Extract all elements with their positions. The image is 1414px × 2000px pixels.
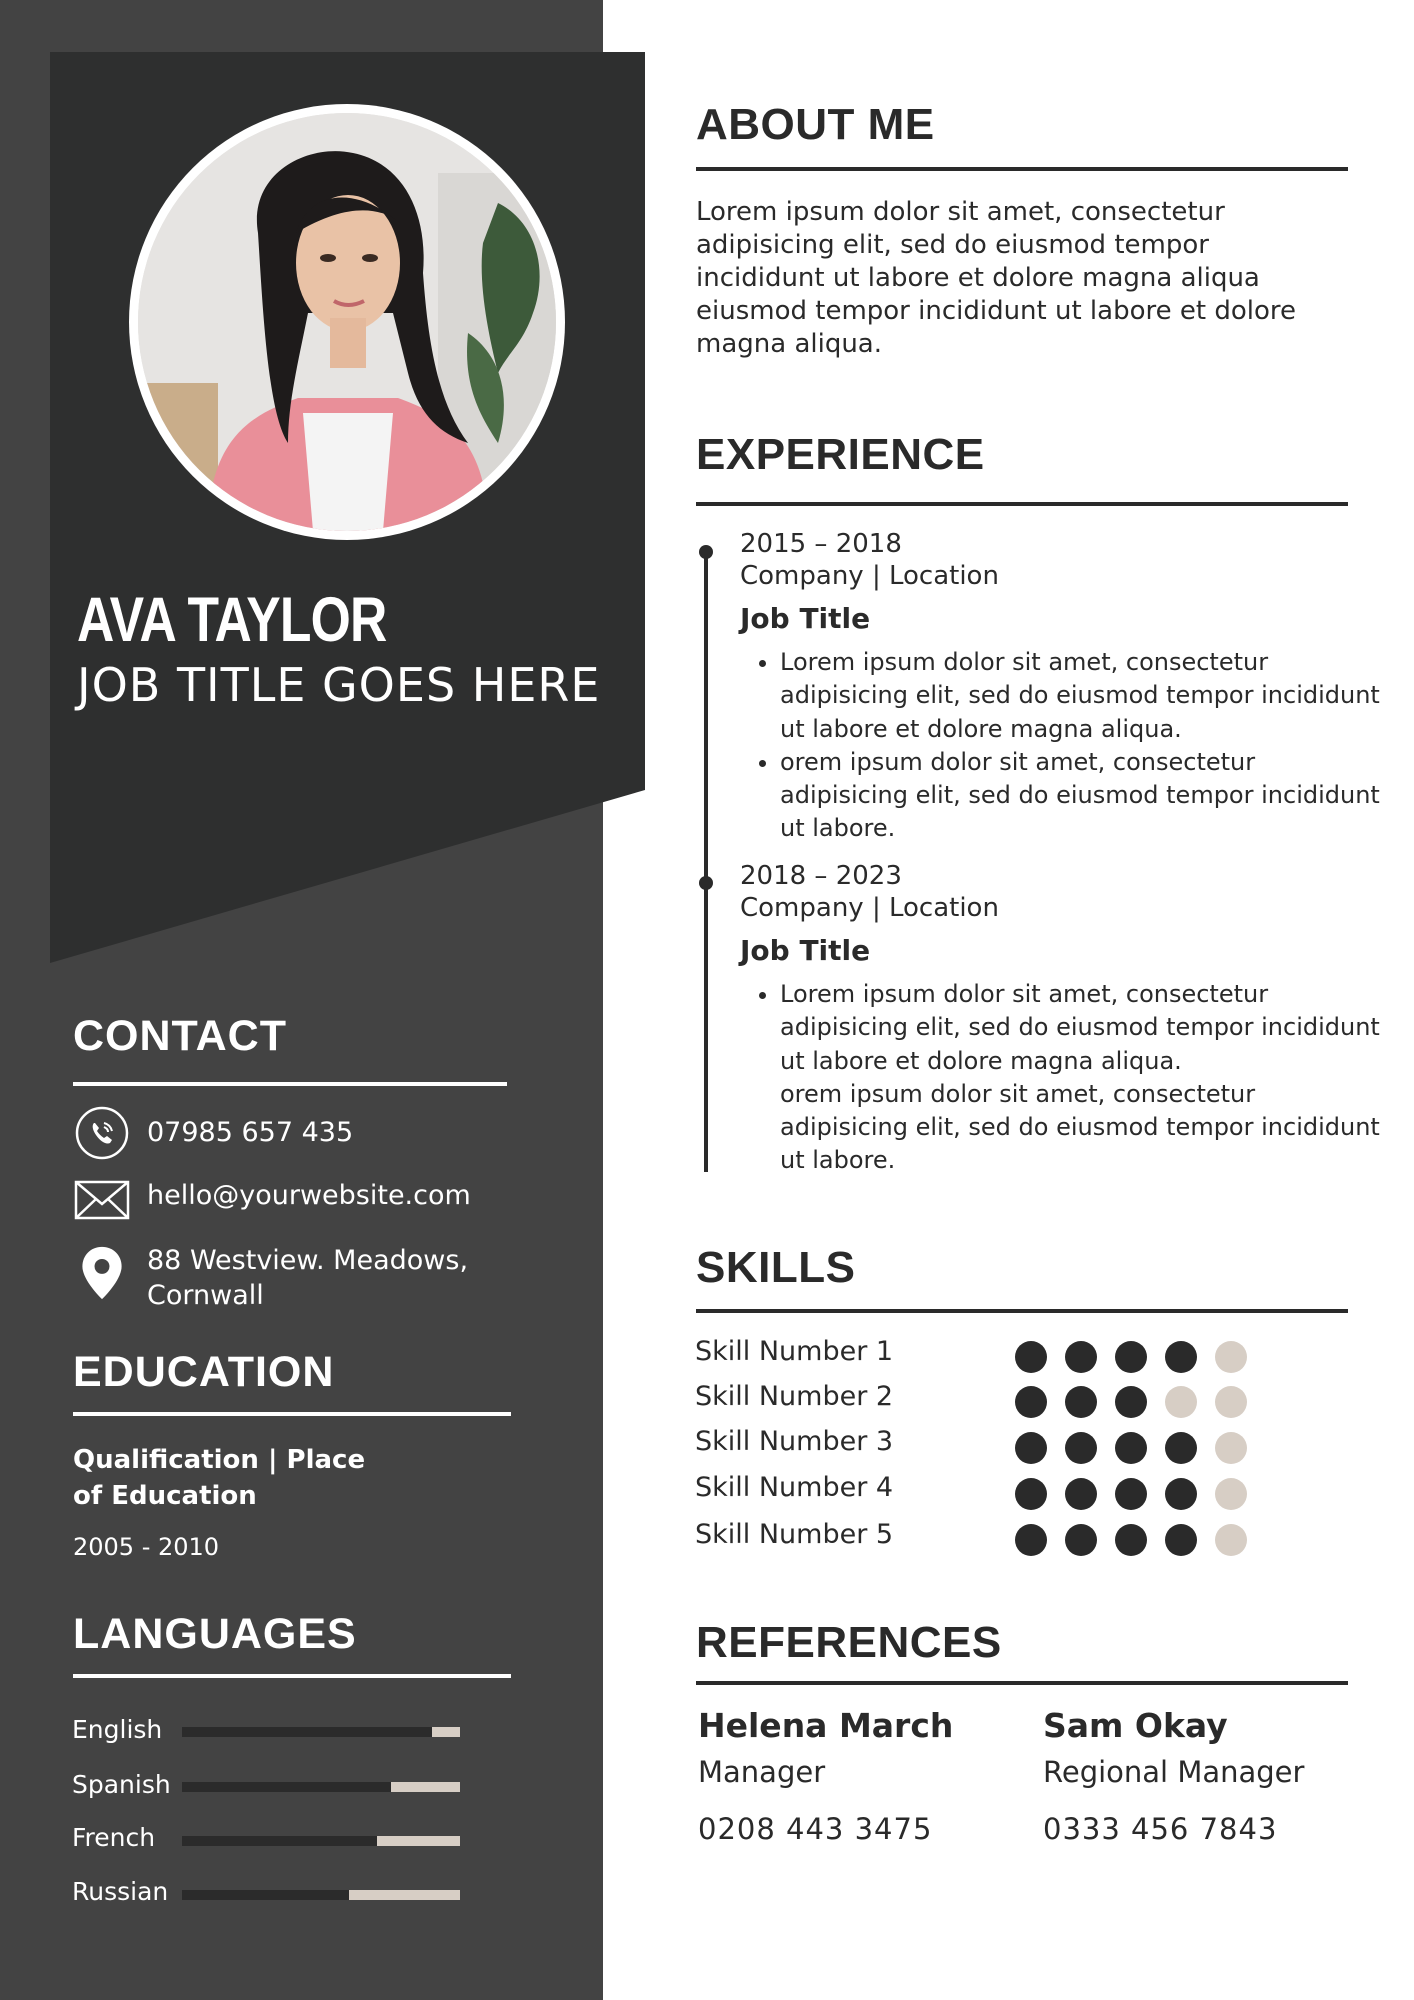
language-bar-fill [182, 1727, 432, 1737]
skill-dot-filled [1065, 1386, 1097, 1418]
experience-bullet: • Lorem ipsum dolor sit amet, consectetur adipisicing elit, sed do eiusmod tempor incididunt ut labore et dolore magna aliqua. [780, 646, 1380, 746]
skill-dot-filled [1015, 1478, 1047, 1510]
language-label: Spanish [72, 1770, 171, 1799]
reference-name: Helena March [698, 1706, 954, 1745]
contact-phone[interactable]: 07985 657 435 [147, 1117, 354, 1148]
contact-divider [73, 1082, 507, 1086]
about-text: Lorem ipsum dolor sit amet, consectetur adipisicing elit, sed do eiusmod tempor incididunt ut labore et dolore magna aliqua eiusmod tempor incididunt ut labore et dolore magna aliqua. [696, 197, 1296, 359]
reference-phone[interactable]: 0333 456 7843 [1043, 1812, 1278, 1846]
skill-dot-filled [1115, 1478, 1147, 1510]
education-heading: EDUCATION [73, 1348, 335, 1396]
language-label: English [72, 1715, 163, 1744]
reference-role: Regional Manager [1043, 1755, 1305, 1789]
languages-divider [73, 1674, 511, 1678]
language-bar [182, 1836, 460, 1846]
experience-divider [696, 502, 1348, 506]
skill-dot-filled [1015, 1386, 1047, 1418]
skill-label: Skill Number 1 [695, 1336, 894, 1367]
portrait-illustration [138, 113, 556, 531]
candidate-name: AVA TAYLOR [77, 585, 387, 655]
experience-job-title: Job Title [740, 602, 871, 635]
skill-label: Skill Number 4 [695, 1472, 894, 1503]
experience-job-title: Job Title [740, 934, 871, 967]
skill-dot-filled [1115, 1524, 1147, 1556]
skill-dot-empty [1165, 1386, 1197, 1418]
skill-dot-filled [1165, 1341, 1197, 1373]
skill-dot-filled [1165, 1478, 1197, 1510]
language-label: Russian [72, 1877, 169, 1906]
language-bar [182, 1782, 460, 1792]
skill-dot-filled [1065, 1478, 1097, 1510]
reference-phone[interactable]: 0208 443 3475 [698, 1812, 933, 1846]
reference-role: Manager [698, 1755, 826, 1789]
language-bar [182, 1890, 460, 1900]
education-years: 2005 - 2010 [73, 1533, 220, 1561]
skill-dot-empty [1215, 1432, 1247, 1464]
references-divider [696, 1681, 1348, 1685]
experience-heading: EXPERIENCE [696, 430, 985, 479]
language-bar-fill [182, 1836, 377, 1846]
education-divider [73, 1412, 511, 1416]
address-line-2: Cornwall [147, 1280, 264, 1311]
skill-dot-empty [1215, 1341, 1247, 1373]
education-qualification: Qualification | Place of Education [73, 1445, 366, 1511]
skill-dot-filled [1065, 1524, 1097, 1556]
skill-dot-filled [1065, 1341, 1097, 1373]
skill-dot-filled [1165, 1524, 1197, 1556]
about-heading: ABOUT ME [696, 100, 935, 149]
skill-dot-filled [1115, 1341, 1147, 1373]
skill-dot-filled [1115, 1432, 1147, 1464]
contact-address [147, 1243, 468, 1313]
skill-dot-filled [1015, 1341, 1047, 1373]
skill-label: Skill Number 2 [695, 1381, 894, 1412]
skill-dot-filled [1115, 1386, 1147, 1418]
experience-bullet: • Lorem ipsum dolor sit amet, consectetur adipisicing elit, sed do eiusmod tempor incididunt ut labore et dolore magna aliqua. [780, 978, 1380, 1078]
experience-bullet: • orem ipsum dolor sit amet, consectetur adipisicing elit, sed do eiusmod tempor incididunt ut labore. [780, 746, 1380, 846]
skill-label: Skill Number 5 [695, 1519, 894, 1550]
contact-email[interactable]: hello@yourwebsite.com [147, 1180, 471, 1211]
contact-heading: CONTACT [73, 1012, 288, 1060]
language-label: French [72, 1823, 156, 1852]
about-divider [696, 167, 1348, 171]
experience-timeline [704, 552, 708, 1172]
candidate-job-title: JOB TITLE GOES HERE [77, 658, 601, 712]
skills-divider [696, 1309, 1348, 1313]
language-bar-fill [182, 1782, 391, 1792]
profile-photo-frame [129, 104, 565, 540]
language-bar [182, 1727, 460, 1737]
language-bar-fill [182, 1890, 349, 1900]
skill-dot-empty [1215, 1524, 1247, 1556]
phone-icon [74, 1105, 130, 1161]
skill-dot-filled [1015, 1524, 1047, 1556]
timeline-dot [699, 876, 713, 890]
skill-dot-filled [1065, 1432, 1097, 1464]
skill-label: Skill Number 3 [695, 1426, 894, 1457]
email-icon [74, 1172, 130, 1228]
experience-bullet: orem ipsum dolor sit amet, consectetur adipisicing elit, sed do eiusmod tempor incididunt ut labore. [780, 1079, 1380, 1175]
location-pin-icon [74, 1245, 130, 1301]
experience-bullets [740, 978, 1380, 1178]
references-heading: REFERENCES [696, 1618, 1002, 1667]
experience-years: 2015 – 2018 [740, 529, 902, 559]
experience-company: Company | Location [740, 561, 999, 591]
skill-dot-empty [1215, 1478, 1247, 1510]
profile-photo [138, 113, 556, 531]
experience-years: 2018 – 2023 [740, 861, 902, 891]
skill-dot-filled [1015, 1432, 1047, 1464]
languages-heading: LANGUAGES [73, 1610, 357, 1658]
experience-company: Company | Location [740, 893, 999, 923]
skills-heading: SKILLS [696, 1243, 856, 1292]
reference-name: Sam Okay [1043, 1706, 1228, 1745]
experience-bullets [740, 646, 1380, 846]
skill-dot-empty [1215, 1386, 1247, 1418]
timeline-dot [699, 545, 713, 559]
address-line-1: 88 Westview. Meadows, [147, 1245, 469, 1276]
skill-dot-filled [1165, 1432, 1197, 1464]
